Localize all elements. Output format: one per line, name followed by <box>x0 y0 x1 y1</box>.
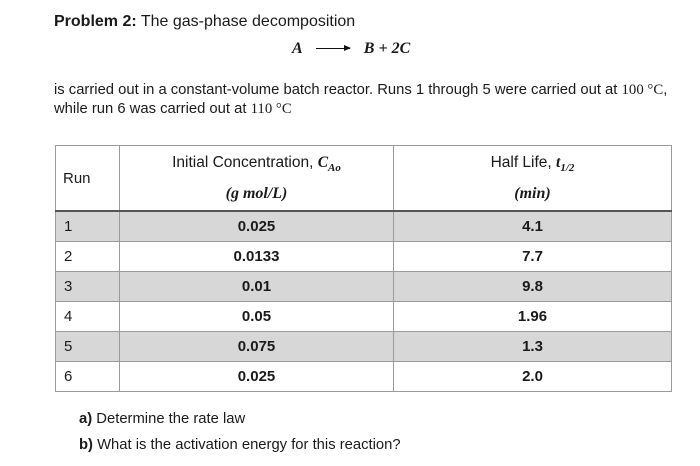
cell-concentration: 0.05 <box>120 302 394 332</box>
header-conc-unit: (g mol/L) <box>225 185 288 203</box>
cell-run: 6 <box>56 362 120 392</box>
header-conc-subscript: Ao <box>328 162 341 175</box>
header-half-label: Half Life, <box>490 153 557 171</box>
reaction-arrow-icon <box>316 48 350 49</box>
reaction-equation <box>292 40 410 58</box>
header-run: Run <box>56 146 120 212</box>
table-row <box>56 362 672 392</box>
header-conc-label: Initial Concentration, <box>172 153 318 171</box>
cell-concentration: 0.025 <box>120 362 394 392</box>
header-half-subscript: 1/2 <box>560 162 575 175</box>
cell-half-life: 2.0 <box>394 362 672 392</box>
question-a-text: Determine the rate law <box>96 411 246 427</box>
header-conc-symbol: C <box>317 153 329 171</box>
temperature-runs-1-5: 100 °C <box>621 82 664 98</box>
data-table <box>55 145 672 392</box>
cell-run: 4 <box>56 302 120 332</box>
cell-half-life: 9.8 <box>394 272 672 302</box>
table-row <box>56 272 672 302</box>
question-b-text: What is the activation energy for this reaction? <box>97 437 401 453</box>
question-b <box>79 432 401 458</box>
reaction-reactant: A <box>292 40 302 57</box>
cell-concentration: 0.025 <box>120 211 394 242</box>
table-row <box>56 302 672 332</box>
cell-run: 2 <box>56 242 120 272</box>
header-half-life <box>394 146 672 212</box>
reaction-products: B + 2C <box>363 40 411 57</box>
question-b-label: b) <box>79 437 93 453</box>
question-a-label: a) <box>79 411 93 427</box>
cell-concentration: 0.0133 <box>120 242 394 272</box>
table-row <box>56 242 672 272</box>
question-a <box>79 406 401 432</box>
problem-label: Problem 2: <box>54 13 137 30</box>
cell-concentration: 0.01 <box>120 272 394 302</box>
header-initial-concentration <box>120 146 394 212</box>
cell-half-life: 1.3 <box>394 332 672 362</box>
problem-description <box>54 81 674 119</box>
table-row <box>56 211 672 242</box>
table-row <box>56 332 672 362</box>
temperature-run-6: 110 °C <box>250 101 292 117</box>
header-half-symbol: t <box>556 153 561 171</box>
cell-run: 5 <box>56 332 120 362</box>
cell-half-life: 1.96 <box>394 302 672 332</box>
desc-part1: is carried out in a constant-volume batch reactor. Runs 1 through 5 were carried out at <box>54 82 622 98</box>
desc-part2: , while run 6 was carried out at <box>54 82 668 117</box>
cell-half-life: 7.7 <box>394 242 672 272</box>
problem-title <box>54 13 355 31</box>
cell-run: 3 <box>56 272 120 302</box>
cell-run: 1 <box>56 211 120 242</box>
cell-concentration: 0.075 <box>120 332 394 362</box>
table-header-row <box>56 146 672 212</box>
problem-intro: The gas-phase decomposition <box>140 13 356 30</box>
questions <box>79 406 401 458</box>
header-half-unit: (min) <box>514 185 551 203</box>
cell-half-life: 4.1 <box>394 211 672 242</box>
